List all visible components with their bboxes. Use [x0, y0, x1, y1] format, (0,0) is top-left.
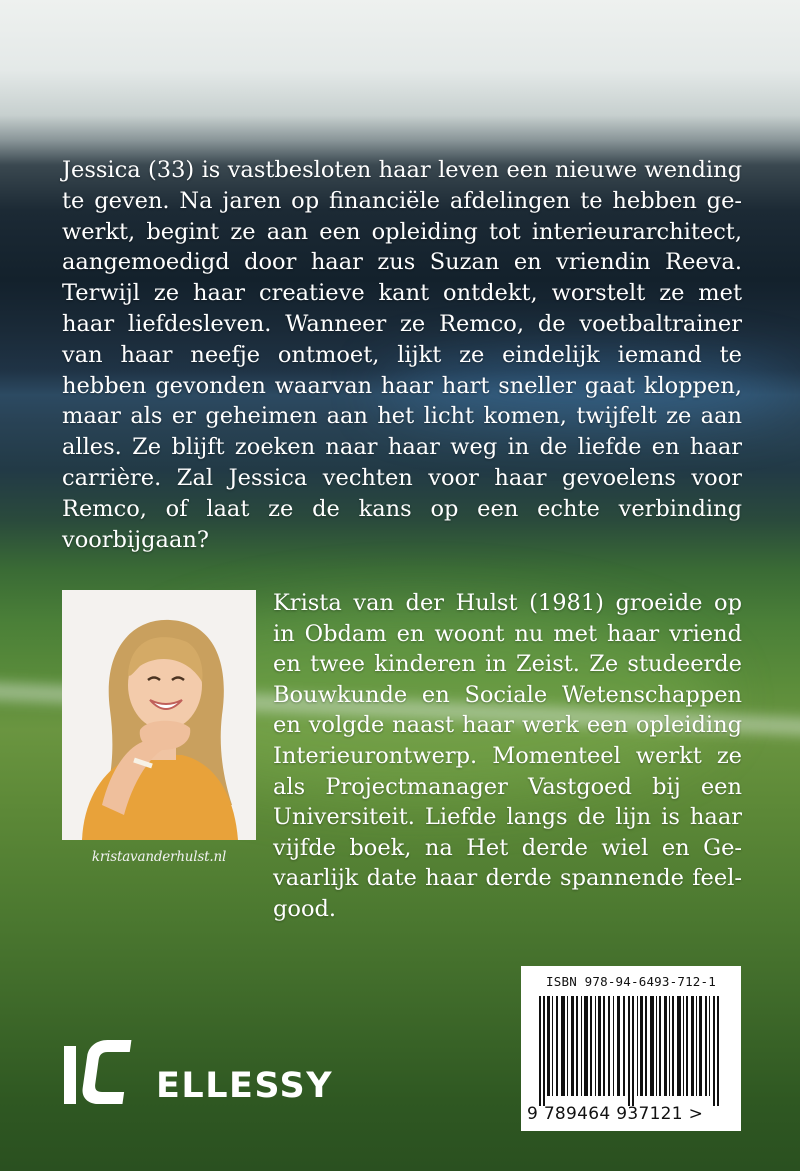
barcode-bars-icon — [531, 996, 731, 1106]
barcode-digits: 9 789464 937121 > — [527, 1104, 704, 1124]
author-photo — [62, 590, 256, 840]
author-portrait-illustration — [62, 590, 256, 840]
publisher-name: ELLESSY — [156, 1066, 334, 1106]
isbn-label: ISBN 978-94-6493-712-1 — [546, 974, 716, 989]
author-website: kristavanderhulst.nl — [91, 849, 227, 865]
isbn-barcode — [521, 966, 741, 1131]
author-bio: Krista van der Hulst (1981) groeide op in Obdam en woont nu met haar vriend en twee kinderen in Zeist. Ze studeerde Bouwkunde en Sociale Wetenschappen en volgde naast haar werk een opleiding Interieurontwerp. Momenteel werkt ze als Projectmanager Vastgoed bij een Universiteit. Liefde langs de lijn is haar vijfde boek, na Het derde wiel en Gevaarlijk date haar derde spannende feelgood. — [273, 590, 742, 922]
book-blurb: Jessica (33) is vastbesloten haar leven een nieuwe wending te geven. Na jaren op financiële afdelingen te hebben gewerkt, begint ze aan een opleiding tot interieurarchitect, aangemoedigd door haar zus Suzan en vriendin Reeva. Terwijl ze haar creatieve kant ontdekt, worstelt ze met haar liefdesleven. Wanneer ze Remco, de voetbaltrainer van haar neefje ontmoet, lijkt ze eindelijk iemand te hebben gevonden waarvan haar hart sneller gaat kloppen, maar als er geheimen aan het licht komen, twijfelt ze aan alles. Ze blijft zoeken naar haar weg in de liefde en haar carrière. Zal Jessica vechten voor haar gevoelens voor Remco, of laat ze de kans op een echte verbinding voorbijgaan? — [62, 157, 742, 553]
